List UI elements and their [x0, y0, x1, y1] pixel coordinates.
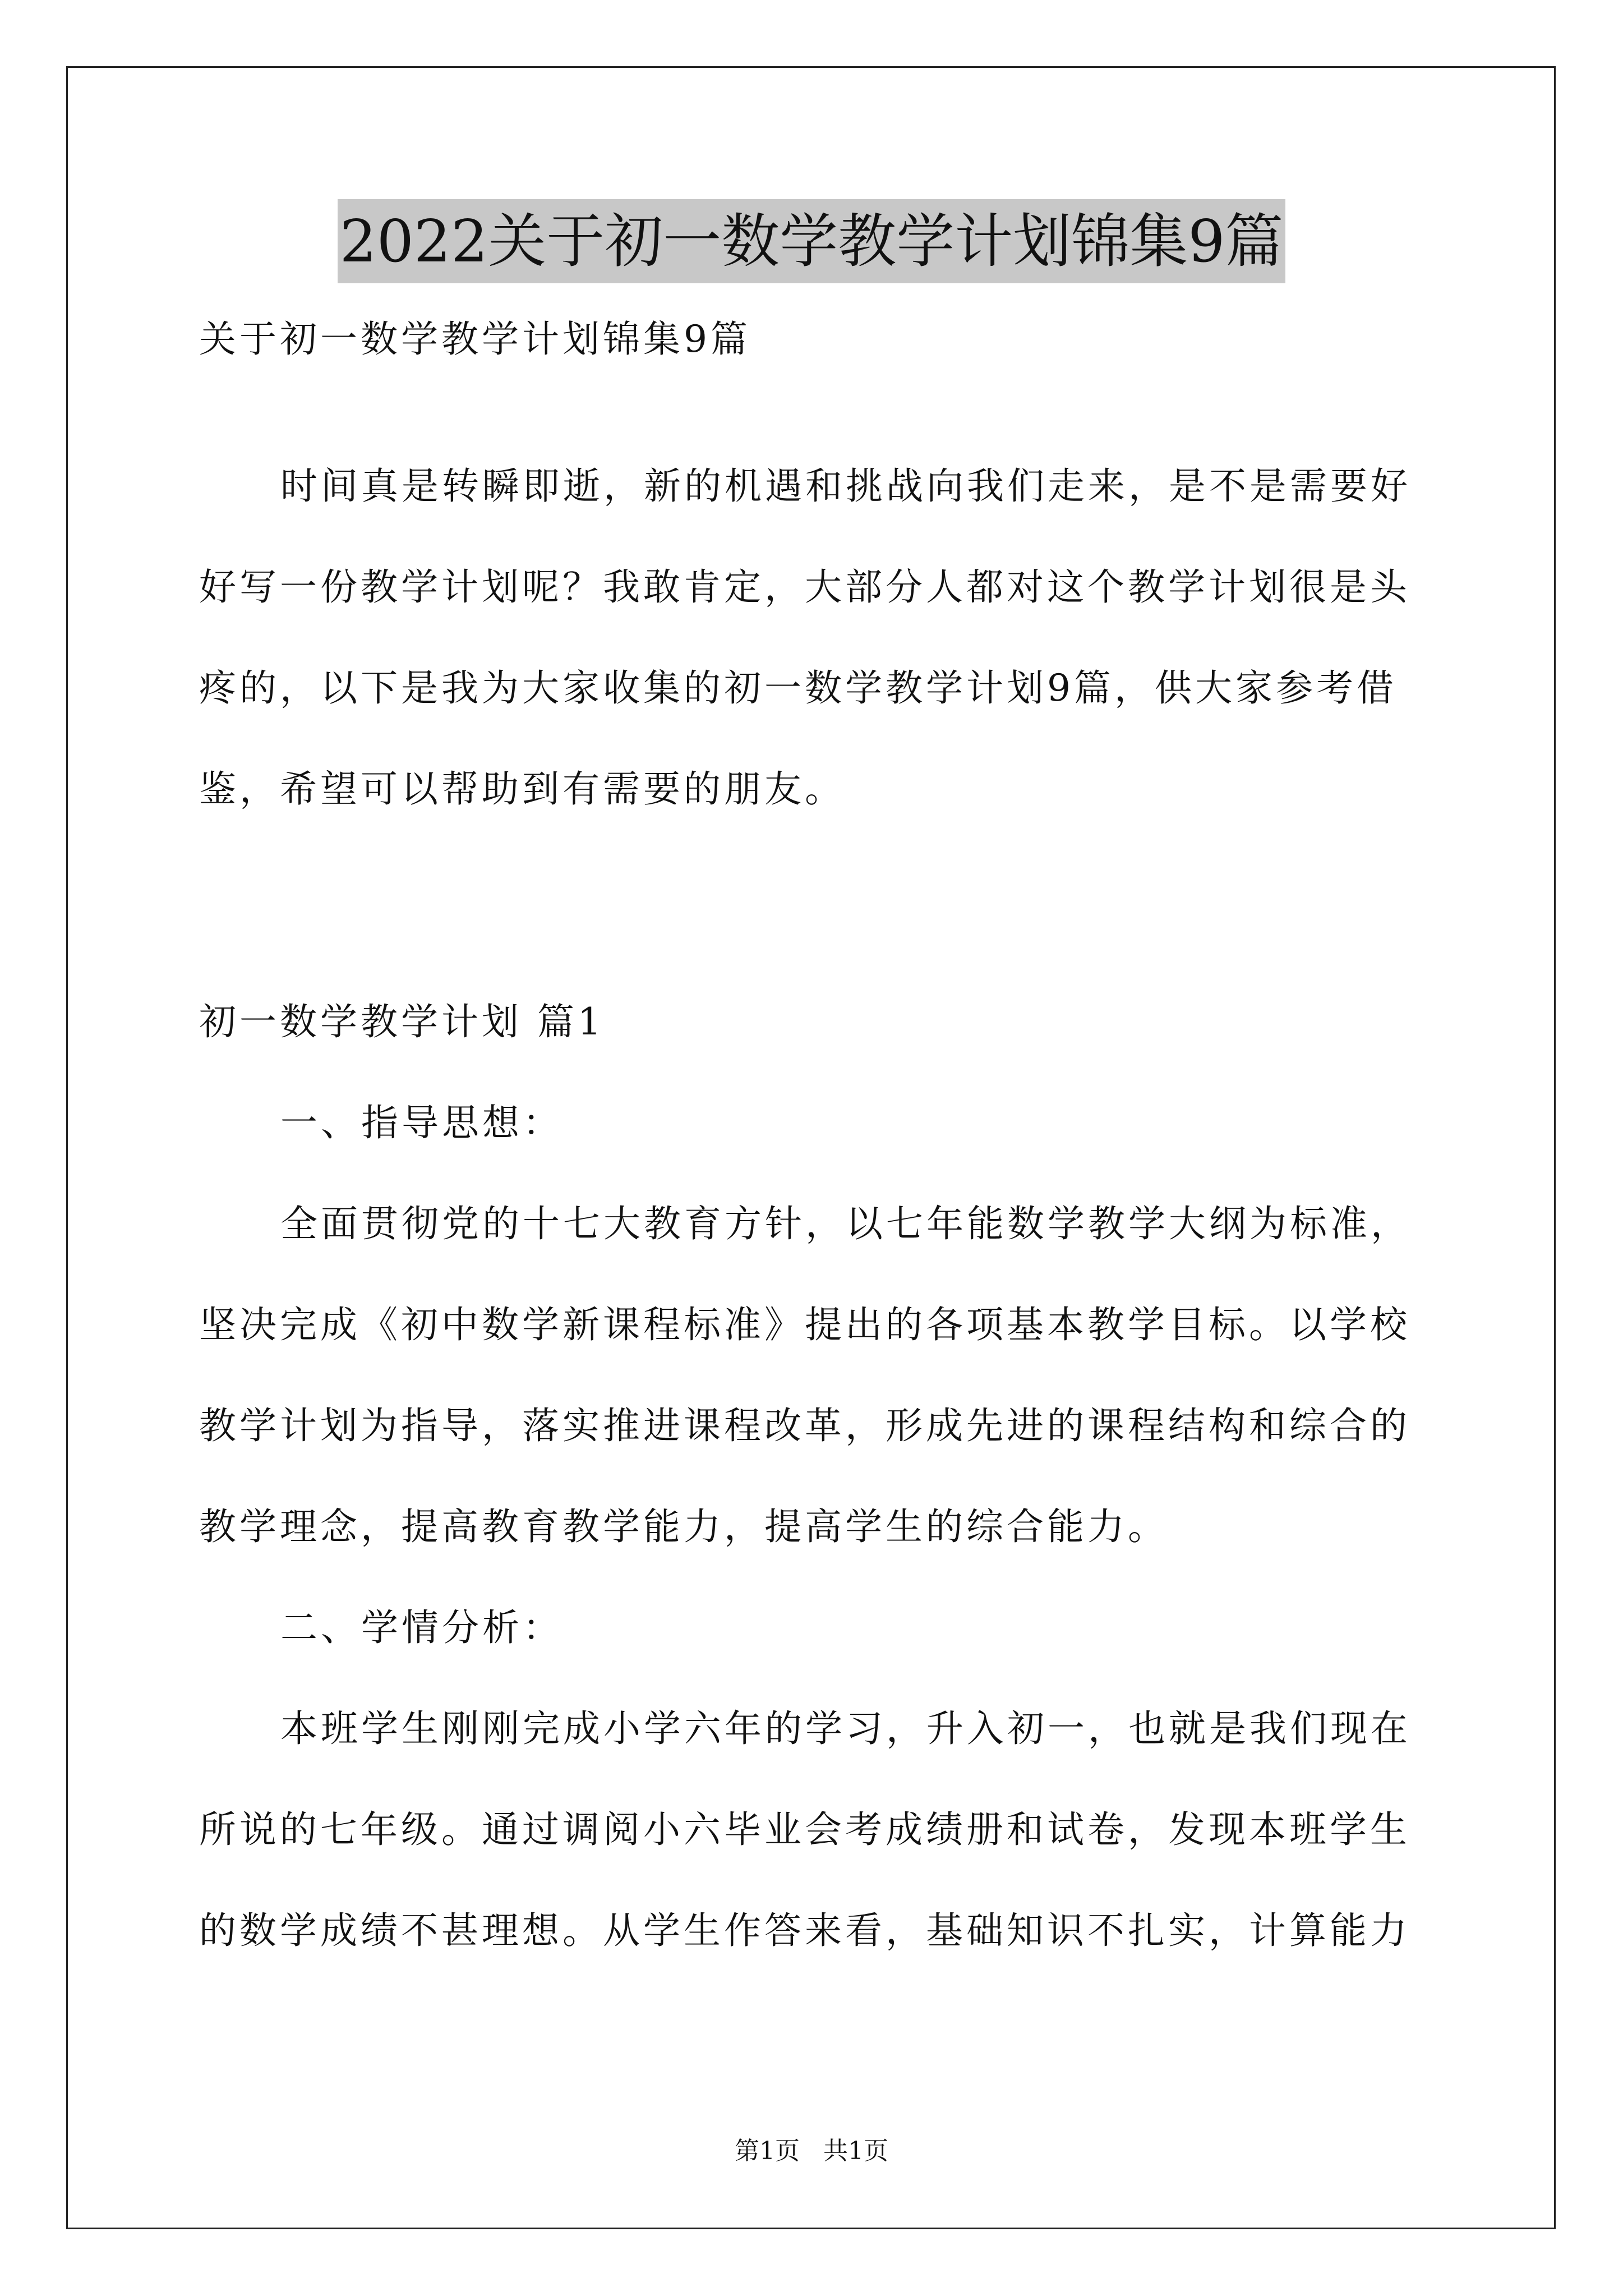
paragraph-line: 的数学成绩不甚理想。从学生作答来看，基础知识不扎实，计算能力	[199, 1909, 1410, 1952]
paragraph-line: 坚决完成《初中数学新课程标准》提出的各项基本教学目标。以学校	[199, 1303, 1410, 1346]
intro-line: 疼的，以下是我为大家收集的初一数学教学计划9篇，供大家参考借	[199, 666, 1397, 710]
intro-line: 时间真是转瞬即逝，新的机遇和挑战向我们走来，是不是需要好	[280, 464, 1411, 508]
document-title: 2022关于初一数学教学计划锦集9篇	[338, 199, 1286, 283]
intro-line: 鉴，希望可以帮助到有需要的朋友。	[199, 767, 845, 811]
paragraph-line: 所说的七年级。通过调阅小六毕业会考成绩册和试卷，发现本班学生	[199, 1808, 1410, 1851]
heading-guiding-thought: 一、指导思想：	[280, 1101, 563, 1144]
document-subtitle: 关于初一数学教学计划锦集9篇	[199, 318, 751, 361]
page-total: 共1页	[823, 2137, 888, 2165]
title-container	[0, 199, 1623, 283]
page-number: 第1页	[735, 2137, 800, 2165]
intro-line: 好写一份教学计划呢？我敢肯定，大部分人都对这个教学计划很是头	[199, 565, 1410, 609]
paragraph-line: 全面贯彻党的十七大教育方针，以七年能数学教学大纲为标准，	[280, 1202, 1411, 1245]
page-footer	[0, 2134, 1623, 2168]
paragraph-line: 教学计划为指导，落实推进课程改革，形成先进的课程结构和综合的	[199, 1404, 1410, 1447]
paragraph-line: 教学理念，提高教育教学能力，提高学生的综合能力。	[199, 1505, 1168, 1548]
heading-student-analysis: 二、学情分析：	[280, 1606, 563, 1649]
section-heading: 初一数学教学计划 篇1	[199, 1000, 605, 1043]
paragraph-line: 本班学生刚刚完成小学六年的学习，升入初一，也就是我们现在	[280, 1707, 1411, 1750]
